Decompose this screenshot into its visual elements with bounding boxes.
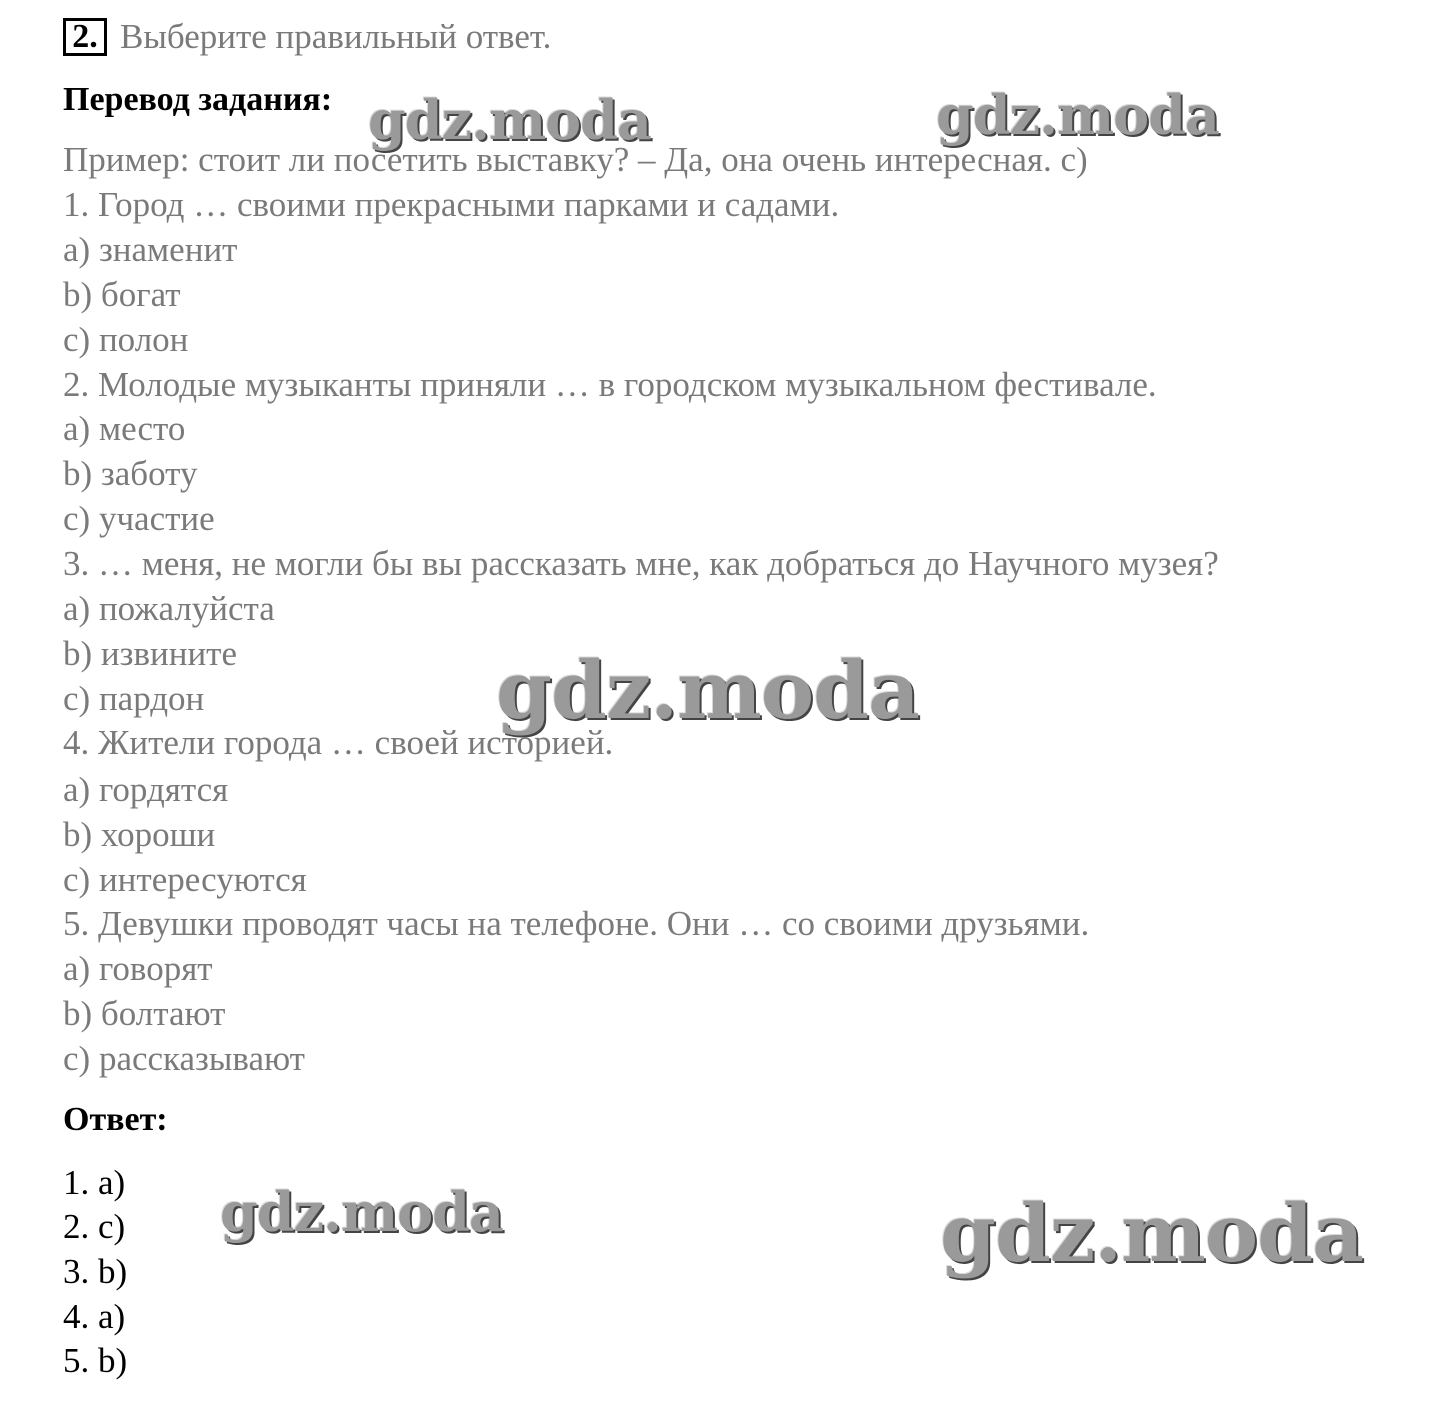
task-title: Выберите правильный ответ. (120, 17, 552, 56)
option-2c: c) участие (63, 499, 215, 538)
option-2b: b) заботу (63, 454, 198, 493)
watermark: gdz.moda (220, 1180, 503, 1244)
watermark: gdz.moda (940, 1186, 1363, 1280)
option-3a: a) пожалуйста (63, 589, 275, 628)
watermark: gdz.moda (936, 83, 1219, 147)
watermark: gdz.moda (368, 88, 651, 152)
translation-heading: Перевод задания: (63, 81, 333, 118)
answer-1: 1. a) (63, 1163, 126, 1202)
answer-3: 3. b) (63, 1252, 128, 1291)
option-4a: a) гордятся (63, 770, 229, 809)
answer-heading: Ответ: (63, 1101, 168, 1138)
option-1b: b) богат (63, 275, 181, 314)
option-5b: b) болтают (63, 994, 226, 1033)
question-3: 3. … меня, не могли бы вы рассказать мне, как добраться до Научного музея? (63, 544, 1219, 583)
option-3b: b) извините (63, 634, 238, 673)
watermark: gdz.moda (496, 643, 919, 737)
answer-4: 4. a) (63, 1297, 126, 1336)
example-line: Пример: стоит ли посетить выставку? – Да, она очень интересная. c) (63, 140, 1088, 179)
task-number: 2. (63, 18, 107, 56)
answer-5: 5. b) (63, 1341, 128, 1380)
question-5: 5. Девушки проводят часы на телефоне. Они … со своими друзьями. (63, 904, 1090, 943)
question-1: 1. Город … своими прекрасными парками и садами. (63, 185, 840, 224)
option-3c: c) пардон (63, 679, 205, 718)
question-4: 4. Жители города … своей историей. (63, 723, 614, 762)
option-1c: c) полон (63, 320, 189, 359)
question-2: 2. Молодые музыканты приняли … в городском музыкальном фестивале. (63, 365, 1157, 404)
option-5a: a) говорят (63, 949, 213, 988)
option-5c: c) рассказывают (63, 1039, 305, 1078)
option-1a: a) знаменит (63, 230, 238, 269)
answer-2: 2. c) (63, 1207, 126, 1246)
option-2a: a) место (63, 409, 186, 448)
option-4c: c) интересуются (63, 860, 307, 899)
option-4b: b) хороши (63, 815, 216, 854)
